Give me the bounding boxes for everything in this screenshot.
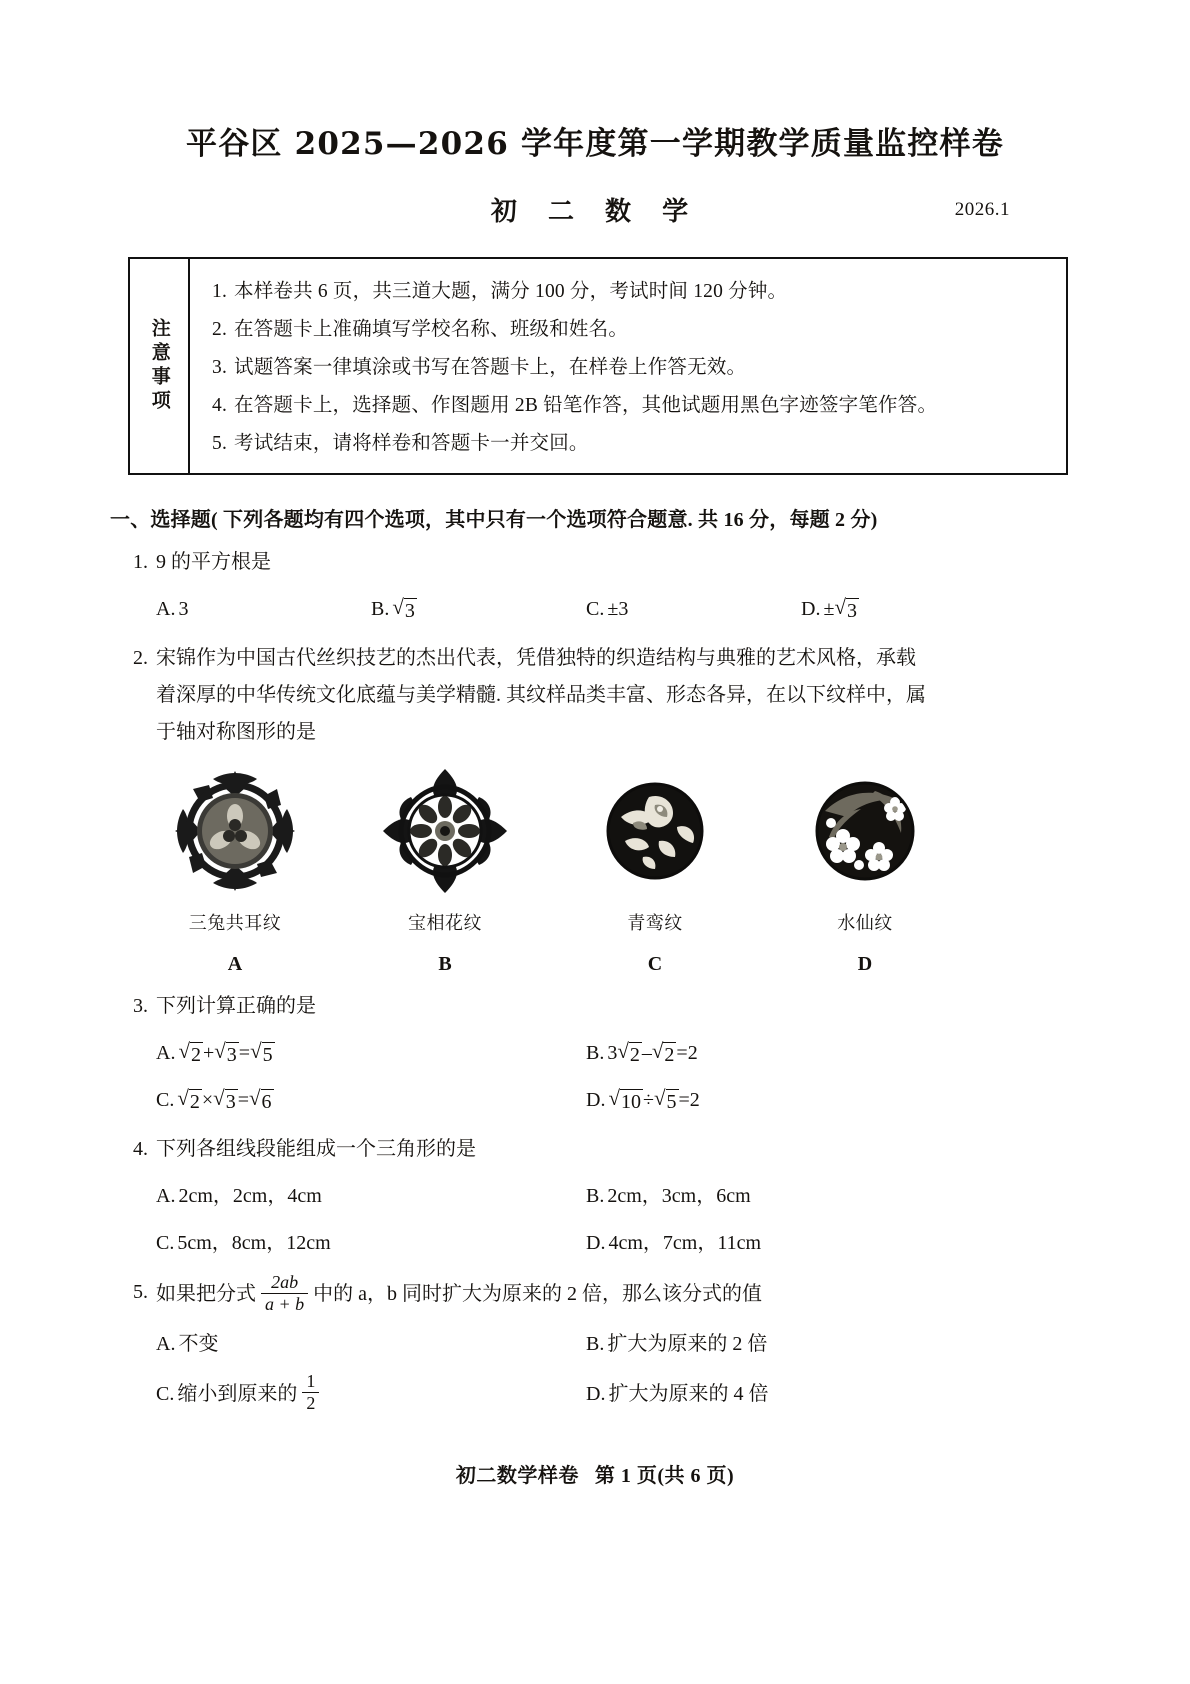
- question-4-options-row-1: [156, 1178, 1100, 1215]
- radical-sign: √: [653, 1086, 666, 1111]
- option-label: A.: [156, 598, 176, 621]
- question-stem: 9 的平方根是: [156, 551, 271, 574]
- notice-item: [212, 387, 1056, 425]
- question-number: 1.: [133, 551, 148, 574]
- page-footer: [0, 1459, 1190, 1488]
- option-label: C.: [156, 1089, 175, 1112]
- option-d[interactable]: [586, 1082, 1016, 1119]
- option-text: 5cm，8cm，12cm: [177, 1232, 331, 1255]
- option-label: D.: [586, 1383, 606, 1406]
- plus-minus-icon: ±: [607, 598, 619, 621]
- rosette-medallion-icon: [160, 769, 310, 899]
- question-number: 5.: [133, 1281, 148, 1304]
- page-title: 平谷区 2025—2026 学年度第一学期教学质量监控样卷: [186, 126, 1004, 162]
- option-text: 4cm，7cm，11cm: [608, 1232, 762, 1255]
- operator: =: [238, 1042, 251, 1065]
- notice-label: [130, 259, 190, 473]
- question-4: [118, 1131, 1100, 1262]
- question-stem: 下列计算正确的是: [156, 995, 316, 1018]
- figure-option-d[interactable]: [760, 769, 970, 976]
- radicand: 2: [664, 1044, 675, 1067]
- figure-caption: 三兔共耳纹: [188, 913, 282, 934]
- option-text: 扩大为原来的 2 倍: [607, 1333, 768, 1356]
- quatrefoil-floral-icon: [370, 769, 520, 899]
- option-text: 扩大为原来的 4 倍: [608, 1383, 769, 1406]
- pattern-figure-row: [130, 769, 970, 976]
- fraction-numerator: 1: [306, 1371, 316, 1392]
- notice-item-text: 在答题卡上准确填写学校名称、班级和姓名。: [234, 319, 629, 341]
- option-c[interactable]: [156, 1225, 586, 1262]
- operator: +: [202, 1042, 215, 1065]
- operator: –: [641, 1042, 652, 1065]
- radical-sign: √: [213, 1086, 225, 1111]
- notice-item-text: 本样卷共 6 页，共三道大题，满分 100 分，考试时间 120 分钟。: [234, 281, 788, 302]
- fraction-denominator: 2: [302, 1392, 319, 1414]
- radicand: 3: [225, 1091, 236, 1114]
- subtitle-row: [0, 191, 1190, 235]
- radicand: 5: [262, 1044, 273, 1067]
- option-label: A.: [156, 1333, 176, 1356]
- notice-item: [212, 273, 1056, 311]
- notice-item-text: 考试结束，请将样卷和答题卡一并交回。: [234, 433, 589, 455]
- radical-expression: [654, 1088, 679, 1113]
- radical-sign: √: [250, 1039, 262, 1064]
- option-b[interactable]: [586, 1178, 1016, 1215]
- subject-title: 初 二 数 学: [490, 197, 700, 227]
- option-value: 3: [618, 598, 629, 621]
- figure-letter: B: [438, 953, 452, 976]
- radical-sign: √: [608, 1086, 620, 1111]
- option-label: C.: [156, 1232, 175, 1255]
- radicand: 5: [666, 1091, 677, 1114]
- option-a[interactable]: [156, 1178, 586, 1215]
- question-3-options-row-1: [156, 1035, 1100, 1072]
- question-stem: [156, 1274, 1100, 1316]
- option-a[interactable]: [156, 591, 371, 628]
- question-5: [118, 1274, 1100, 1416]
- figure-letter: D: [857, 953, 873, 976]
- footer-label: 初二数学样卷: [455, 1465, 579, 1487]
- question-2: [118, 640, 1100, 751]
- question-1: [118, 544, 1100, 628]
- radicand: 6: [261, 1091, 272, 1114]
- notice-item-number: 5.: [212, 433, 228, 455]
- option-a[interactable]: [156, 1035, 586, 1072]
- fraction: [302, 1371, 319, 1413]
- notice-item-number: 1.: [212, 281, 228, 302]
- coefficient: 3: [607, 1042, 618, 1065]
- exam-date: 2026.1: [954, 199, 1010, 220]
- radical-expression: [652, 1041, 677, 1066]
- radicand: 10: [620, 1091, 641, 1114]
- notice-box: [128, 257, 1068, 475]
- notice-item: [212, 425, 1056, 463]
- plus-minus-icon: ±: [823, 598, 835, 621]
- question-1-options: [156, 591, 1100, 628]
- option-c[interactable]: [586, 591, 801, 628]
- radical-sign: √: [392, 595, 404, 620]
- radical-expression: [250, 1041, 275, 1066]
- option-label: A.: [156, 1185, 176, 1208]
- question-stem: 下列各组线段能组成一个三角形的是: [156, 1138, 476, 1161]
- figure-option-c[interactable]: [550, 769, 760, 976]
- narcissus-roundel-icon: [790, 769, 940, 899]
- fraction-denominator: a + b: [261, 1293, 308, 1315]
- radical-sign: √: [617, 1039, 629, 1064]
- radical-expression: [213, 1088, 238, 1113]
- option-d[interactable]: [801, 591, 1016, 628]
- option-label: B.: [586, 1333, 605, 1356]
- notice-item-number: 2.: [212, 319, 228, 341]
- footer-page-number: 第 1 页(共 6 页): [594, 1465, 735, 1487]
- notice-item-text: 在答题卡上，选择题、作图题用 2B 铅笔作答，其他试题用黑色字迹签字笔作答。: [234, 395, 938, 417]
- radical-sign: √: [834, 595, 846, 620]
- option-b[interactable]: [371, 591, 586, 628]
- question-3: [118, 988, 1100, 1119]
- question-4-options-row-2: [156, 1225, 1100, 1262]
- radical-sign: √: [651, 1039, 664, 1064]
- option-label: D.: [801, 598, 821, 621]
- question-number: 2.: [133, 647, 148, 670]
- radical-expression: [177, 1088, 202, 1113]
- result: 2: [687, 1042, 698, 1065]
- radical-expression: [214, 1041, 239, 1066]
- figure-option-b[interactable]: [340, 769, 550, 976]
- option-label: B.: [586, 1042, 605, 1065]
- option-text: 不变: [178, 1333, 219, 1356]
- section-heading: 一、选择题( 下列各题均有四个选项，其中只有一个选项符合题意. 共 16 分，每题 2 分): [110, 509, 878, 532]
- notice-label-text: 注意事项: [148, 318, 171, 415]
- question-stem-suffix: 中的 a，b 同时扩大为原来的 2 倍，那么该分式的值: [313, 1282, 763, 1305]
- question-5-options-row-2: [156, 1373, 1100, 1415]
- option-b[interactable]: [586, 1035, 1016, 1072]
- option-label: D.: [586, 1232, 606, 1255]
- operator: =: [237, 1089, 249, 1112]
- operator: =: [676, 1042, 688, 1065]
- notice-item-text: 试题答案一律填涂或书写在答题卡上，在样卷上作答无效。: [234, 357, 747, 379]
- question-number: 4.: [133, 1138, 148, 1161]
- option-label: A.: [156, 1042, 176, 1065]
- question-stem-line-2: 着深厚的中华传统文化底蕴与美学精髓. 其纹样品类丰富、形态各异，在以下纹样中，属: [156, 684, 926, 707]
- option-c[interactable]: [156, 1373, 586, 1415]
- option-label: B.: [371, 598, 390, 621]
- fraction-numerator: 2ab: [271, 1272, 299, 1293]
- option-c[interactable]: [156, 1082, 586, 1119]
- radical-expression: [392, 597, 417, 622]
- option-text: 2cm，3cm，6cm: [607, 1185, 751, 1208]
- question-number: 3.: [133, 995, 148, 1018]
- notice-item-number: 4.: [212, 395, 228, 417]
- radicand: 3: [226, 1044, 237, 1067]
- operator: =: [678, 1089, 690, 1112]
- option-d[interactable]: [586, 1373, 1016, 1415]
- option-text: 2cm，2cm，4cm: [178, 1185, 322, 1208]
- result: 2: [689, 1089, 700, 1112]
- phoenix-roundel-icon: [580, 769, 730, 899]
- option-text: 缩小到原来的: [177, 1383, 298, 1406]
- notice-item-list: [190, 259, 1066, 473]
- figure-letter: A: [227, 953, 243, 976]
- figure-option-a[interactable]: [130, 769, 340, 976]
- figure-caption: 青鸾纹: [627, 913, 683, 934]
- radical-expression: [178, 1041, 203, 1066]
- radical-expression: [249, 1088, 274, 1113]
- figure-caption: 宝相花纹: [408, 913, 482, 934]
- operator: ÷: [642, 1089, 654, 1112]
- radicand: 3: [846, 600, 857, 623]
- option-label: D.: [586, 1089, 606, 1112]
- notice-item-number: 3.: [212, 357, 228, 379]
- radicand: 2: [190, 1044, 201, 1067]
- question-stem-line-3: 于轴对称图形的是: [156, 721, 316, 744]
- question-5-options-row-1: [156, 1326, 1100, 1363]
- operator: ×: [201, 1089, 214, 1112]
- radical-sign: √: [214, 1039, 226, 1064]
- option-value: 3: [178, 598, 189, 621]
- fraction: [261, 1272, 308, 1314]
- question-3-options-row-2: [156, 1082, 1100, 1119]
- option-label: C.: [156, 1383, 175, 1406]
- option-b[interactable]: [586, 1326, 1016, 1363]
- radicand: 3: [404, 600, 415, 623]
- radical-sign: √: [177, 1086, 189, 1111]
- figure-caption: 水仙纹: [837, 913, 893, 934]
- question-stem-prefix: 如果把分式: [156, 1282, 256, 1305]
- option-label: B.: [586, 1185, 605, 1208]
- radical-expression: [617, 1041, 642, 1066]
- option-label: C.: [586, 598, 605, 621]
- notice-item: [212, 349, 1056, 387]
- radical-expression: [834, 597, 859, 622]
- option-a[interactable]: [156, 1326, 586, 1363]
- option-d[interactable]: [586, 1225, 1016, 1262]
- notice-item: [212, 311, 1056, 349]
- figure-letter: C: [647, 953, 663, 976]
- radicand: 2: [629, 1044, 640, 1067]
- radicand: 2: [189, 1091, 200, 1114]
- radical-sign: √: [248, 1086, 261, 1111]
- question-stem: 宋锦作为中国古代丝织技艺的杰出代表，凭借独特的织造结构与典雅的艺术风格，承载: [156, 647, 916, 670]
- radical-expression: [608, 1088, 643, 1113]
- radical-sign: √: [178, 1039, 190, 1064]
